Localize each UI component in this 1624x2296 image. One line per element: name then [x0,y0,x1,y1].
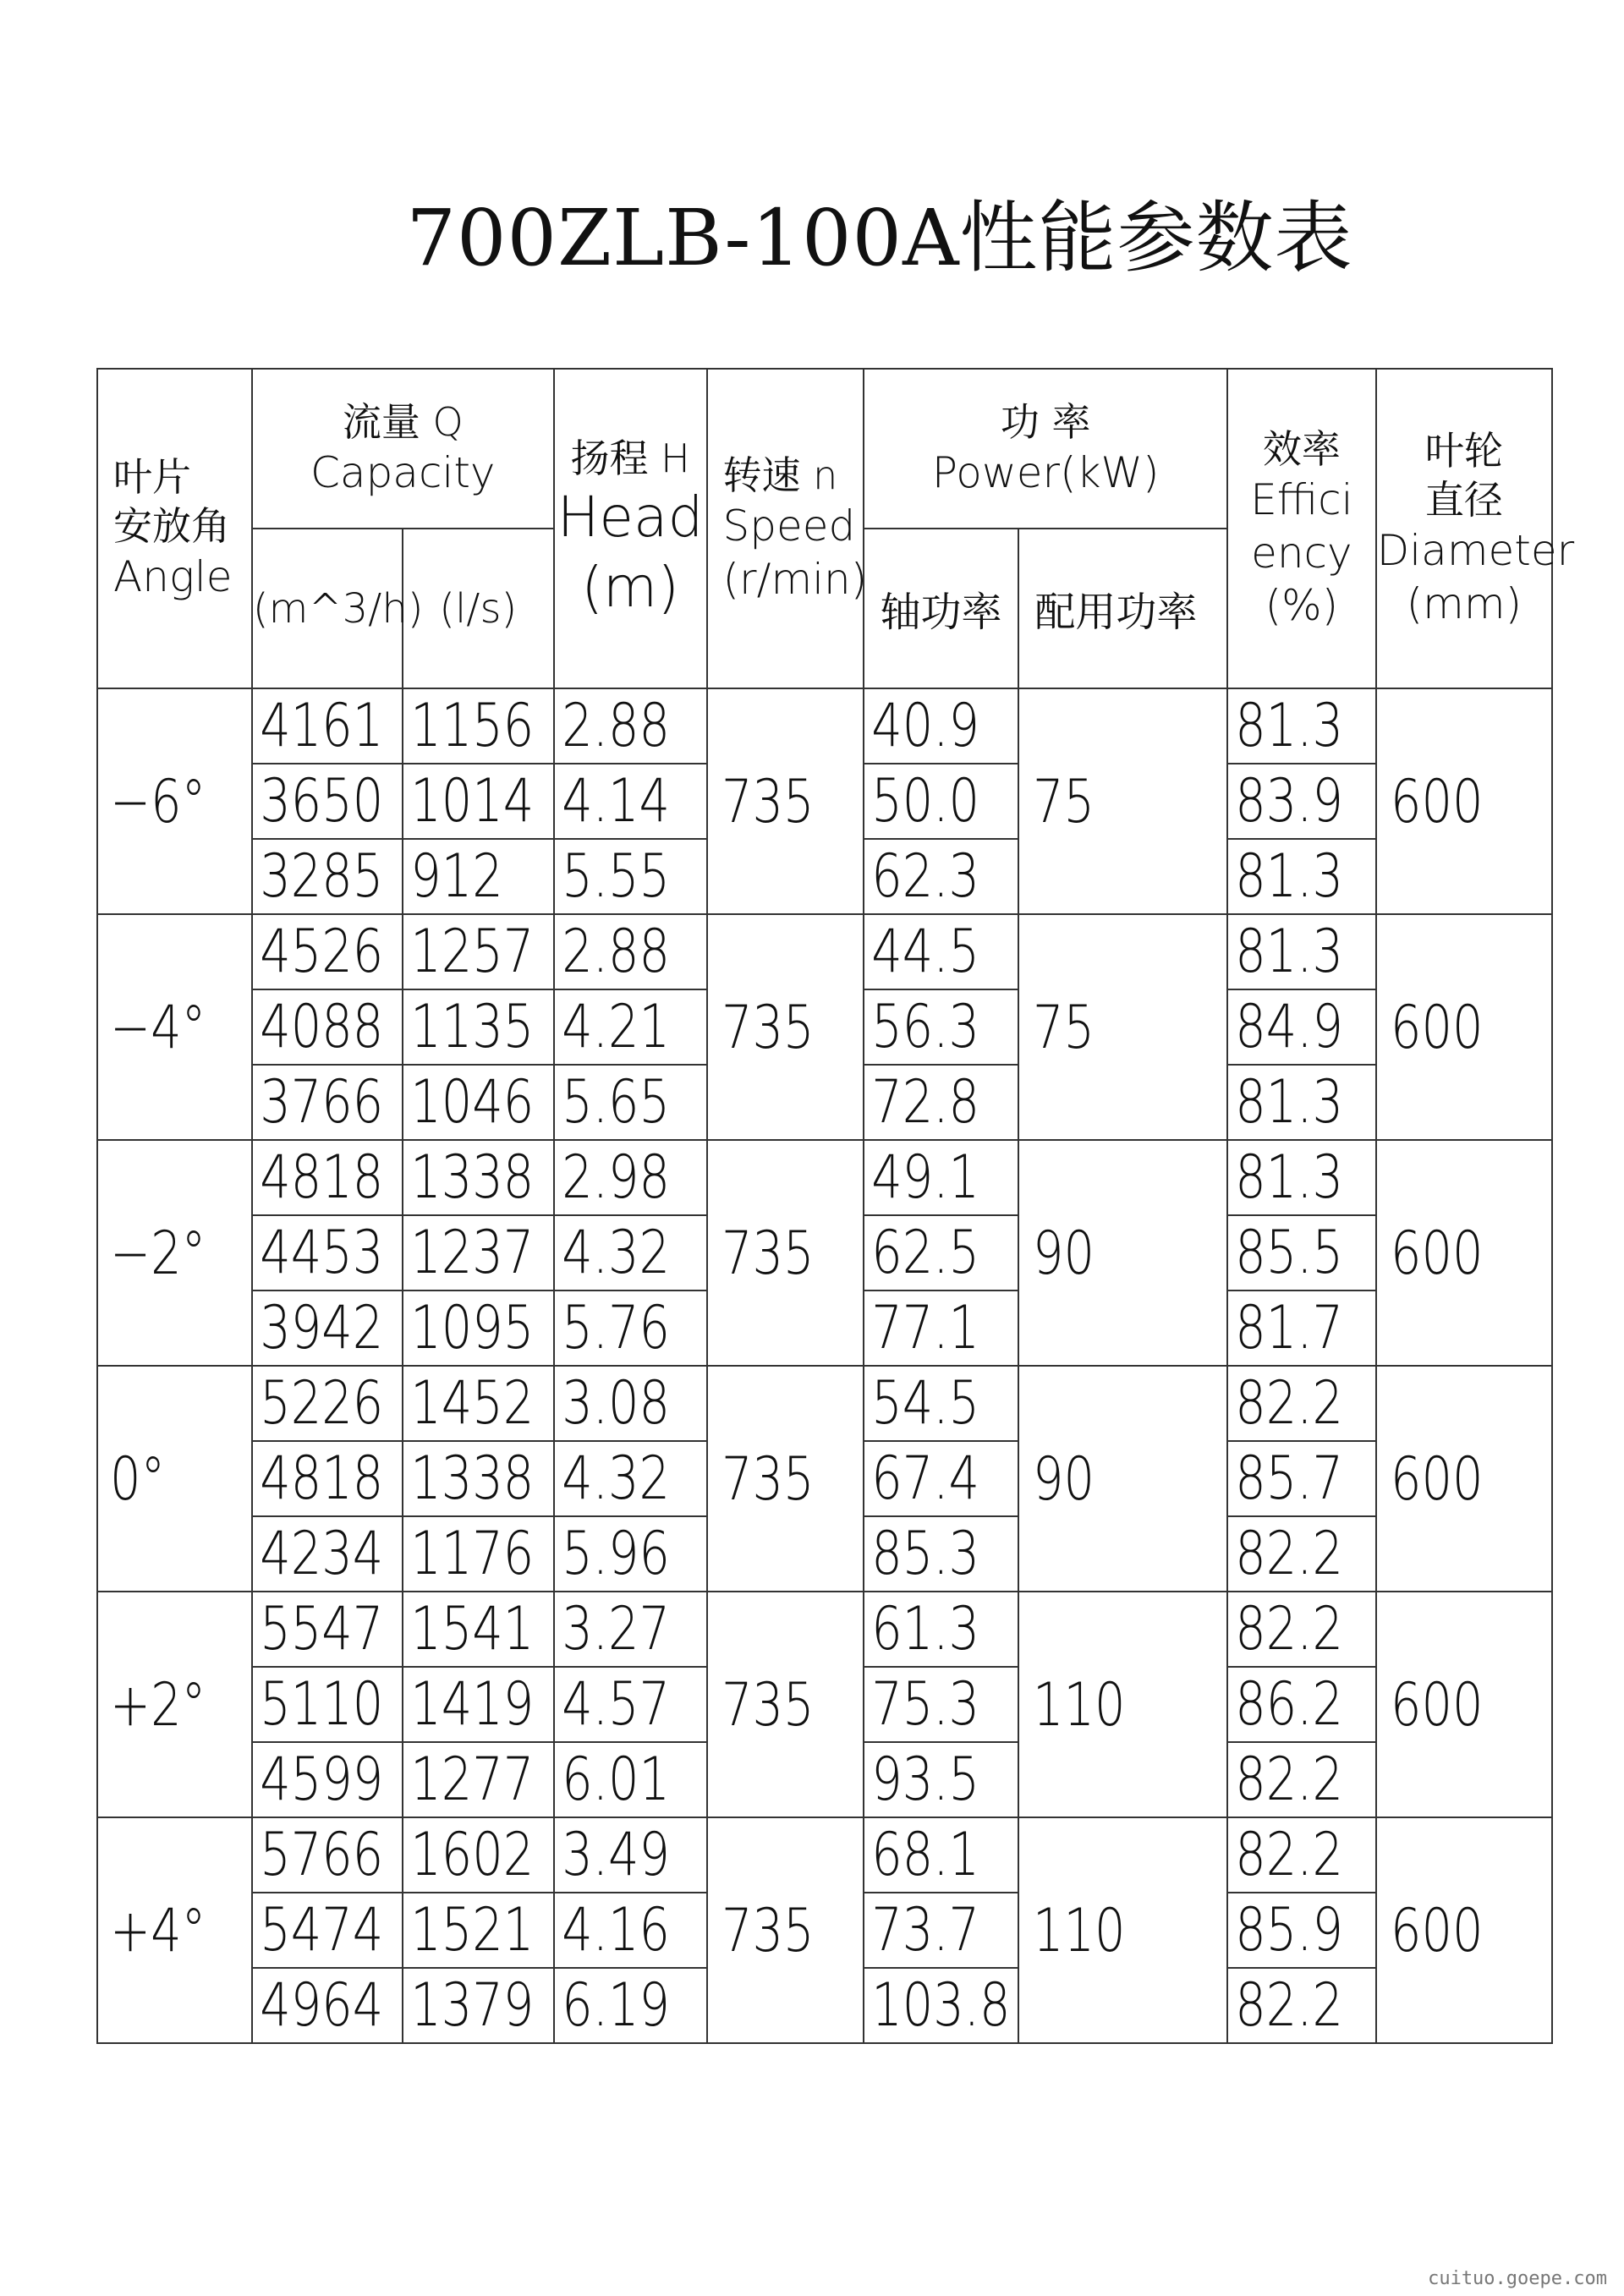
shaft-power-value: 50.0 [871,766,980,836]
head-value-cell [554,914,707,989]
matched-power-value-cell [1018,1366,1227,1592]
head-value: 6.01 [561,1745,670,1814]
efficiency-value-cell [1227,1215,1376,1290]
diameter-value-cell [1376,1592,1552,1817]
capacity-m3h-value-cell [252,1817,403,1893]
shaft-power-value-cell [864,1290,1018,1366]
capacity-m3h-value-cell [252,1140,403,1215]
header-head [554,369,707,688]
capacity-ls-value: 1452 [409,1368,535,1438]
speed-value: 735 [721,1218,815,1288]
shaft-power-value-cell [864,1592,1018,1667]
efficiency-value: 84.9 [1235,992,1343,1061]
shaft-power-value-cell [864,989,1018,1065]
capacity-ls-value: 1521 [409,1895,535,1964]
shaft-power-value-cell [864,1441,1018,1516]
head-value: 4.57 [561,1669,670,1739]
header-efficiency-unit: (%) [1265,581,1339,630]
efficiency-value-cell [1227,1140,1376,1215]
header-speed-unit: (r/min) [722,554,868,604]
header-efficiency-zh: 效率 [1262,425,1341,472]
header-diameter [1376,369,1575,688]
head-value-cell [554,1065,707,1140]
capacity-ls-value-cell [403,839,554,914]
header-head-zh: 扬程 H [570,435,690,481]
efficiency-value: 85.7 [1235,1444,1343,1513]
shaft-power-value: 93.5 [871,1745,980,1814]
angle-value: 0° [110,1444,166,1514]
shaft-power-value-cell [864,914,1018,989]
header-diameter-zh2: 直径 [1424,476,1503,523]
capacity-m3h-value: 4526 [260,917,384,986]
matched-power-value-cell [1018,1140,1227,1366]
header-diameter-zh1: 叶轮 [1424,428,1503,474]
header-capacity-zh: 流量 Q [342,398,464,445]
capacity-ls-value-cell [403,914,554,989]
efficiency-value: 81.3 [1235,841,1343,911]
matched-power-value-cell [1018,1817,1227,2043]
head-value-cell [554,1592,707,1667]
diameter-value-cell [1376,688,1552,914]
efficiency-value-cell [1227,839,1376,914]
capacity-m3h-value-cell [252,1968,403,2043]
header-capacity-en: Capacity [310,448,496,497]
efficiency-value-cell [1227,1441,1376,1516]
speed-value: 735 [721,992,815,1062]
head-value: 4.32 [561,1218,670,1287]
capacity-ls-value: 1046 [409,1067,535,1137]
capacity-m3h-value: 4453 [260,1218,384,1287]
head-value: 4.14 [561,766,670,836]
efficiency-value-cell [1227,1516,1376,1592]
head-value: 2.88 [561,917,670,986]
speed-value-cell [707,1592,864,1817]
capacity-ls-value-cell [403,1441,554,1516]
capacity-m3h-value: 5226 [260,1368,384,1438]
head-value-cell [554,1817,707,1893]
capacity-m3h-value: 5766 [260,1820,384,1889]
speed-value: 735 [721,766,815,836]
capacity-m3h-value-cell [252,1516,403,1592]
shaft-power-value: 62.3 [871,841,980,911]
efficiency-value: 83.9 [1235,766,1343,836]
table-row [97,1366,1552,1441]
table-row [97,688,1552,764]
header-efficiency-en1: Effici [1250,475,1353,524]
efficiency-value: 82.2 [1235,1820,1343,1889]
capacity-m3h-value-cell [252,914,403,989]
matched-power-value: 75 [1033,992,1095,1062]
shaft-power-value-cell [864,1215,1018,1290]
head-value-cell [554,989,707,1065]
capacity-ls-value: 1156 [409,691,535,760]
header-diameter-unit: (mm) [1406,578,1522,628]
angle-value: −4° [110,992,206,1062]
efficiency-value: 82.2 [1235,1594,1343,1663]
efficiency-value: 81.3 [1235,1067,1343,1137]
capacity-m3h-value: 3766 [260,1067,384,1137]
matched-power-value: 110 [1033,1895,1126,1965]
capacity-ls-value-cell [403,1592,554,1667]
capacity-ls-value: 912 [409,841,503,911]
efficiency-value: 85.9 [1235,1895,1343,1964]
capacity-ls-value-cell [403,764,554,839]
shaft-power-value: 61.3 [871,1594,980,1663]
capacity-m3h-value: 4818 [260,1444,384,1513]
header-power [864,369,1226,529]
header-angle [97,369,252,688]
head-value: 3.08 [561,1368,670,1438]
capacity-m3h-value: 4599 [260,1745,384,1814]
efficiency-value: 81.3 [1235,691,1343,760]
shaft-power-value-cell [864,1366,1018,1441]
shaft-power-value: 75.3 [871,1669,980,1739]
shaft-power-value: 68.1 [871,1820,980,1889]
capacity-ls-value: 1379 [409,1970,535,2040]
header-power-zh: 功 率 [1000,398,1091,445]
speed-value-cell [707,1366,864,1592]
angle-value: +2° [110,1669,206,1740]
shaft-power-value: 67.4 [871,1444,980,1513]
efficiency-value-cell [1227,1290,1376,1366]
header-angle-zh2: 安放角 [113,502,230,549]
header-speed [707,369,868,688]
header-matched-power: 配用功率 [1018,529,1227,688]
shaft-power-value: 49.1 [871,1143,980,1212]
efficiency-value: 82.2 [1235,1970,1343,2040]
shaft-power-value: 56.3 [871,992,980,1061]
capacity-ls-value-cell [403,1290,554,1366]
shaft-power-value-cell [864,1516,1018,1592]
efficiency-value-cell [1227,1893,1376,1968]
header-efficiency-en2: ency [1251,528,1352,578]
head-value: 3.49 [561,1820,670,1889]
capacity-ls-value: 1541 [409,1594,535,1663]
efficiency-value-cell [1227,989,1376,1065]
capacity-ls-value-cell [403,1742,554,1817]
diameter-value-cell [1376,914,1552,1140]
capacity-m3h-value-cell [252,1065,403,1140]
table-row [97,1592,1552,1667]
capacity-ls-value-cell [403,1968,554,2043]
capacity-ls-value: 1338 [409,1143,535,1212]
speed-value: 735 [721,1669,815,1740]
capacity-m3h-value: 3942 [260,1293,384,1362]
capacity-ls-value-cell [403,989,554,1065]
efficiency-value-cell [1227,914,1376,989]
shaft-power-value: 103.8 [871,1970,1012,2040]
capacity-m3h-value-cell [252,688,403,764]
capacity-m3h-value: 3650 [260,766,384,836]
head-value: 2.98 [561,1143,670,1212]
head-value-cell [554,764,707,839]
speed-value-cell [707,688,864,914]
shaft-power-value: 54.5 [871,1368,980,1438]
head-value: 5.65 [561,1067,670,1137]
efficiency-value-cell [1227,688,1376,764]
head-value-cell [554,1441,707,1516]
capacity-m3h-value-cell [252,989,403,1065]
efficiency-value: 81.3 [1235,1143,1343,1212]
shaft-power-value-cell [864,1817,1018,1893]
capacity-ls-value-cell [403,1516,554,1592]
diameter-value: 600 [1390,1444,1484,1514]
table-row [97,914,1552,989]
shaft-power-value-cell [864,1065,1018,1140]
capacity-m3h-value-cell [252,1667,403,1742]
head-value: 5.96 [561,1519,670,1588]
diameter-value: 600 [1390,1669,1484,1740]
efficiency-value: 81.3 [1235,917,1343,986]
capacity-m3h-value: 4818 [260,1143,384,1212]
capacity-m3h-value-cell [252,1441,403,1516]
angle-cell [97,688,252,914]
matched-power-value: 110 [1033,1669,1126,1740]
shaft-power-value-cell [864,688,1018,764]
shaft-power-value: 40.9 [871,691,980,760]
shaft-power-value-cell [864,1893,1018,1968]
head-value: 5.55 [561,841,670,911]
capacity-ls-value: 1419 [409,1669,535,1739]
header-shaft-power: 轴功率 [864,529,1018,688]
efficiency-value-cell [1227,1968,1376,2043]
header-head-unit: (m) [581,554,679,620]
efficiency-value-cell [1227,1667,1376,1742]
shaft-power-value: 85.3 [871,1519,980,1588]
head-value: 6.19 [561,1970,670,2040]
head-value-cell [554,1516,707,1592]
capacity-ls-value: 1176 [409,1519,535,1588]
shaft-power-value-cell [864,1742,1018,1817]
header-diameter-en: Diameter [1376,526,1575,575]
page-title: 700ZLB-100A性能参数表 [406,193,1353,283]
head-value-cell [554,1215,707,1290]
capacity-m3h-value: 4234 [260,1519,384,1588]
capacity-ls-value: 1277 [409,1745,535,1814]
diameter-value-cell [1376,1140,1552,1366]
capacity-ls-value-cell [403,1366,554,1441]
capacity-ls-value-cell [403,1140,554,1215]
angle-cell [97,1140,252,1366]
capacity-ls-value: 1237 [409,1218,535,1287]
performance-table [96,368,1575,2044]
header-head-en: Head [557,485,704,551]
efficiency-value-cell [1227,1366,1376,1441]
efficiency-value: 82.2 [1235,1368,1343,1438]
diameter-value: 600 [1390,1218,1484,1288]
shaft-power-value: 44.5 [871,917,980,986]
diameter-value-cell [1376,1817,1552,2043]
capacity-ls-value-cell [403,1893,554,1968]
capacity-m3h-value: 4161 [260,691,384,760]
head-value: 5.76 [561,1293,670,1362]
capacity-ls-value-cell [403,1215,554,1290]
head-value: 2.88 [561,691,670,760]
capacity-m3h-value: 4964 [260,1970,384,2040]
efficiency-value: 82.2 [1235,1745,1343,1814]
matched-power-value: 90 [1033,1444,1095,1514]
angle-cell [97,1592,252,1817]
shaft-power-value: 72.8 [871,1067,980,1137]
shaft-power-value: 62.5 [871,1218,980,1287]
diameter-value: 600 [1390,766,1484,836]
head-value-cell [554,1290,707,1366]
capacity-ls-value-cell [403,688,554,764]
capacity-ls-value-cell [403,1817,554,1893]
header-capacity [252,369,554,529]
speed-value-cell [707,1817,864,2043]
diameter-value: 600 [1390,992,1484,1062]
capacity-ls-value: 1602 [409,1820,535,1889]
speed-value-cell [707,1140,864,1366]
shaft-power-value-cell [864,1968,1018,2043]
angle-cell [97,1817,252,2043]
shaft-power-value-cell [864,764,1018,839]
head-value: 4.21 [561,992,670,1061]
capacity-ls-value: 1135 [409,992,535,1061]
header-row-1 [97,369,1552,529]
capacity-m3h-value: 5110 [260,1669,384,1739]
shaft-power-value: 73.7 [871,1895,980,1964]
diameter-value-cell [1376,1366,1552,1592]
shaft-power-value-cell [864,1667,1018,1742]
speed-value: 735 [721,1444,815,1514]
header-angle-zh1: 叶片 [113,454,191,501]
speed-value: 735 [721,1895,815,1965]
table-row [97,1817,1552,1893]
header-unit-m3h: (m^3/h) [252,529,403,688]
source-watermark: cuituo.goepe.com [1428,2268,1607,2289]
matched-power-value: 75 [1033,766,1095,836]
angle-cell [97,1366,252,1592]
efficiency-value-cell [1227,1592,1376,1667]
head-value-cell [554,1742,707,1817]
head-value-cell [554,1140,707,1215]
efficiency-value-cell [1227,1817,1376,1893]
capacity-ls-value: 1095 [409,1293,535,1362]
header-power-en: Power(kW) [931,448,1160,497]
speed-value-cell [707,914,864,1140]
capacity-m3h-value: 4088 [260,992,384,1061]
capacity-m3h-value-cell [252,839,403,914]
matched-power-value-cell [1018,1592,1227,1817]
capacity-m3h-value-cell [252,1290,403,1366]
table-row [97,1140,1552,1215]
capacity-m3h-value: 5474 [260,1895,384,1964]
capacity-m3h-value: 5547 [260,1594,384,1663]
capacity-ls-value-cell [403,1667,554,1742]
angle-value: +4° [110,1895,206,1965]
efficiency-value-cell [1227,1065,1376,1140]
shaft-power-value-cell [864,839,1018,914]
matched-power-value: 90 [1033,1218,1095,1288]
capacity-ls-value-cell [403,1065,554,1140]
head-value-cell [554,1366,707,1441]
shaft-power-value-cell [864,1140,1018,1215]
head-value: 4.32 [561,1444,670,1513]
head-value-cell [554,839,707,914]
capacity-m3h-value-cell [252,1592,403,1667]
efficiency-value-cell [1227,1742,1376,1817]
header-efficiency [1227,369,1376,688]
matched-power-value-cell [1018,914,1227,1140]
efficiency-value: 85.5 [1235,1218,1343,1287]
header-speed-zh: 转速 n [722,452,838,498]
efficiency-value: 81.7 [1235,1293,1343,1362]
head-value-cell [554,688,707,764]
efficiency-value: 86.2 [1235,1669,1343,1739]
angle-cell [97,914,252,1140]
capacity-m3h-value-cell [252,764,403,839]
capacity-m3h-value-cell [252,1742,403,1817]
angle-value: −6° [110,766,206,836]
head-value: 4.16 [561,1895,670,1964]
capacity-m3h-value-cell [252,1893,403,1968]
shaft-power-value: 77.1 [871,1293,980,1362]
diameter-value: 600 [1390,1895,1484,1965]
matched-power-value-cell [1018,688,1227,914]
efficiency-value: 82.2 [1235,1519,1343,1588]
header-speed-en: Speed [722,501,856,551]
efficiency-value-cell [1227,764,1376,839]
head-value: 3.27 [561,1594,670,1663]
capacity-m3h-value-cell [252,1366,403,1441]
capacity-m3h-value: 3285 [260,841,384,911]
head-value-cell [554,1893,707,1968]
capacity-ls-value: 1257 [409,917,535,986]
capacity-ls-value: 1014 [409,766,535,836]
capacity-ls-value: 1338 [409,1444,535,1513]
head-value-cell [554,1968,707,2043]
header-unit-ls: (l/s) [403,529,554,688]
header-angle-en: Angle [113,552,233,602]
capacity-m3h-value-cell [252,1215,403,1290]
head-value-cell [554,1667,707,1742]
angle-value: −2° [110,1218,206,1288]
